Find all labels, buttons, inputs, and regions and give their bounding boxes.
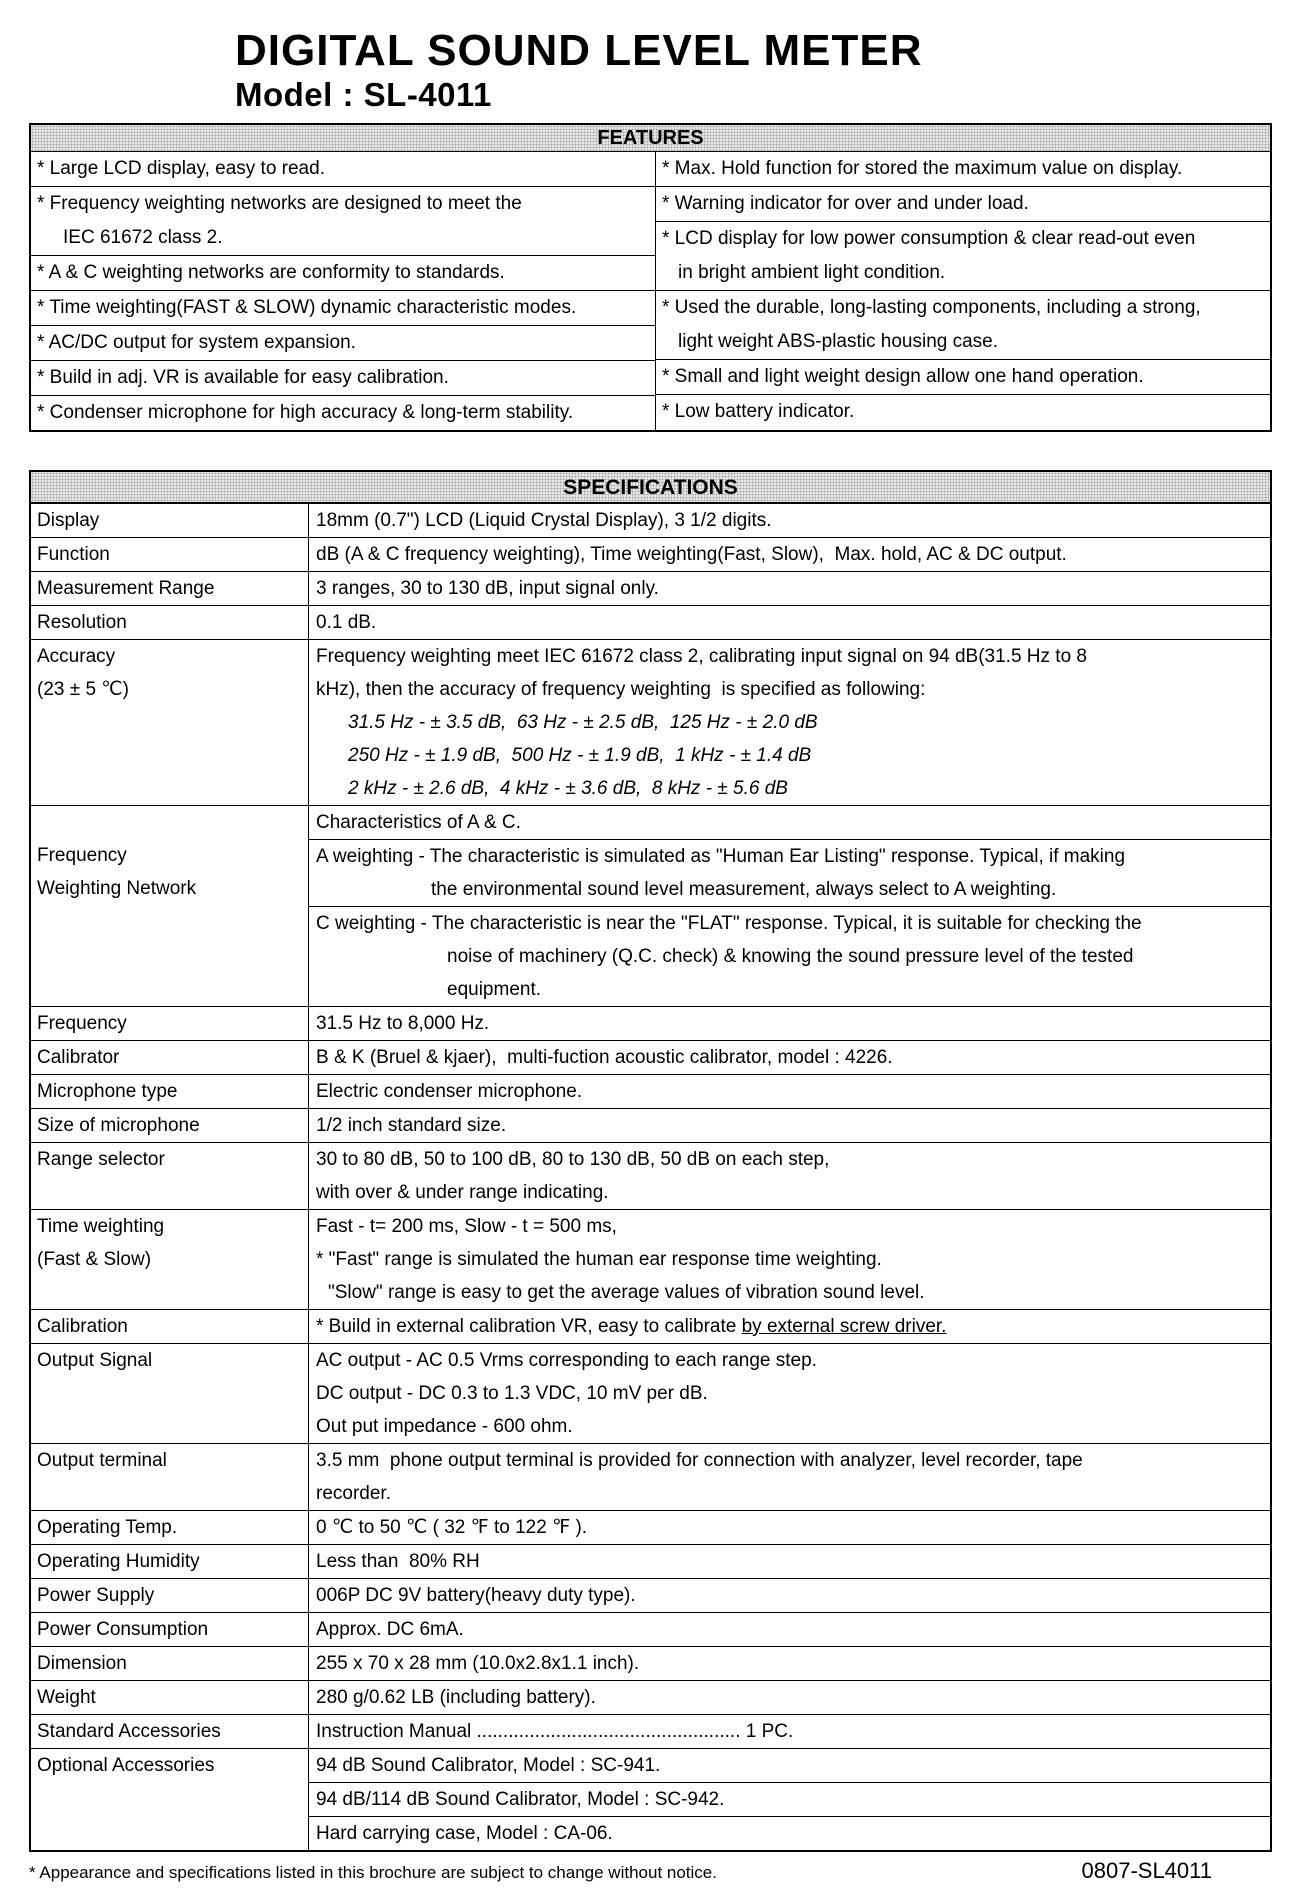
spec-subrow: A weighting - The characteristic is simulated as "Human Ear Listing" response. Typical, if making the environmental sound level measurement, always select to A weighting. <box>309 839 1270 906</box>
spec-label: Operating Humidity <box>31 1545 309 1578</box>
spec-value: Frequency weighting meet IEC 61672 class 2, calibrating input signal on 94 dB(31.5 Hz to 8 kHz), then the accuracy of frequency weighting is specified as following: 31.5 Hz - ± 3.5 dB, 63 Hz - ± 2.5 dB, 125 Hz - ± 2.0 dB 250 Hz - ± 1.9 dB, 500 Hz - ± 1.9 dB, 1 kHz - ± 1.4 dB 2 kHz - ± 2.6 dB, 4 kHz - ± 3.6 dB, 8 kHz - ± 5.6 dB <box>316 645 1088 799</box>
spec-value: Instruction Manual .................................................. 1 PC. <box>316 1720 794 1742</box>
spec-subrow: Characteristics of A & C. <box>316 811 521 833</box>
features-table <box>29 123 1272 432</box>
features-header: FEATURES <box>31 125 1270 152</box>
feature-item <box>31 152 655 186</box>
spec-label: Calibrator <box>31 1041 309 1074</box>
spec-row-power-consumption <box>31 1612 1270 1646</box>
feature-text: * Large LCD display, easy to read. <box>37 157 325 179</box>
spec-row-function <box>31 537 1270 571</box>
spec-label: Power Consumption <box>31 1613 309 1646</box>
spec-row-power-supply <box>31 1578 1270 1612</box>
spec-row-microphone-type <box>31 1074 1270 1108</box>
spec-label: Output Signal <box>31 1344 309 1443</box>
spec-value: 0 ℃ to 50 ℃ ( 32 ℉ to 122 ℉ ). <box>316 1516 588 1538</box>
feature-text: * Max. Hold function for stored the maximum value on display. <box>662 157 1183 179</box>
spec-row-size-of-microphone <box>31 1108 1270 1142</box>
spec-label: Weight <box>31 1681 309 1714</box>
spec-label: Standard Accessories <box>31 1715 309 1748</box>
spec-value <box>309 806 1270 1006</box>
spec-label: Operating Temp. <box>31 1511 309 1544</box>
spec-row-calibration <box>31 1309 1270 1343</box>
calibration-text: * Build in external calibration VR, easy to calibrate <box>316 1315 742 1337</box>
spec-value: 3.5 mm phone output terminal is provided for connection with analyzer, level recorder, tape recorder. <box>316 1449 1083 1504</box>
spec-label: Power Supply <box>31 1579 309 1612</box>
feature-item <box>656 221 1270 290</box>
feature-text: * Small and light weight design allow one hand operation. <box>662 365 1144 387</box>
spec-value: 0.1 dB. <box>316 611 377 633</box>
specifications-table <box>29 470 1272 1852</box>
feature-item <box>31 255 655 290</box>
feature-text: * Used the durable, long-lasting components, including a strong, <box>662 296 1201 318</box>
spec-value: 31.5 Hz to 8,000 Hz. <box>316 1012 490 1034</box>
spec-label: Time weighting (Fast & Slow) <box>31 1210 309 1309</box>
feature-text: IEC 61672 class 2. <box>63 226 223 248</box>
specifications-header: SPECIFICATIONS <box>31 472 1270 503</box>
feature-item <box>656 394 1270 429</box>
spec-subrow: Hard carrying case, Model : CA-06. <box>309 1816 1270 1850</box>
feature-text: * AC/DC output for system expansion. <box>37 331 356 353</box>
spec-value: 006P DC 9V battery(heavy duty type). <box>316 1584 636 1606</box>
spec-row-calibrator <box>31 1040 1270 1074</box>
spec-value: 18mm (0.7") LCD (Liquid Crystal Display), 3 1/2 digits. <box>316 509 772 531</box>
spec-value: 1/2 inch standard size. <box>316 1114 507 1136</box>
spec-subrow: C weighting - The characteristic is near the "FLAT" response. Typical, it is suitable for checking the noise of machinery (Q.C. check) & knowing the sound pressure level of the tested equipment. <box>309 906 1270 1006</box>
spec-subrow: 94 dB/114 dB Sound Calibrator, Model : SC-942. <box>309 1782 1270 1816</box>
spec-row-display <box>31 503 1270 537</box>
page-title: DIGITAL SOUND LEVEL METER <box>235 26 923 75</box>
footer-note: * Appearance and specifications listed in this brochure are subject to change without notice. <box>29 1862 717 1882</box>
feature-text: * Frequency weighting networks are designed to meet the <box>37 192 522 214</box>
feature-item <box>31 290 655 325</box>
spec-label: Accuracy (23 ± 5 ℃) <box>31 640 309 805</box>
features-body <box>31 152 1270 430</box>
spec-label: Frequency Weighting Network <box>31 806 309 1006</box>
feature-item <box>656 290 1270 359</box>
feature-text: * A & C weighting networks are conformity to standards. <box>37 261 505 283</box>
feature-item <box>31 325 655 360</box>
spec-label: Dimension <box>31 1647 309 1680</box>
spec-value: Less than 80% RH <box>316 1550 480 1572</box>
title-block <box>29 26 1272 113</box>
features-right-column <box>656 152 1270 430</box>
spec-value: 255 x 70 x 28 mm (10.0x2.8x1.1 inch). <box>316 1652 640 1674</box>
spec-row-standard-accessories <box>31 1714 1270 1748</box>
page-footer <box>29 1858 1272 1884</box>
feature-item <box>656 359 1270 394</box>
spec-row-resolution <box>31 605 1270 639</box>
feature-text: * LCD display for low power consumption & clear read-out even <box>662 227 1196 249</box>
feature-text: * Time weighting(FAST & SLOW) dynamic characteristic modes. <box>37 296 577 318</box>
spec-row-weight <box>31 1680 1270 1714</box>
features-left-column <box>31 152 656 430</box>
spec-row-dimension <box>31 1646 1270 1680</box>
spec-row-output-terminal <box>31 1443 1270 1510</box>
spec-value <box>309 1749 1270 1850</box>
spec-row-optional-accessories <box>31 1748 1270 1850</box>
spec-value: B & K (Bruel & kjaer), multi-fuction acoustic calibrator, model : 4226. <box>316 1046 893 1068</box>
spec-value: Electric condenser microphone. <box>316 1080 583 1102</box>
spec-value <box>309 1310 1270 1343</box>
spec-row-operating-humidity <box>31 1544 1270 1578</box>
document-code: 0807-SL4011 <box>1081 1857 1212 1883</box>
feature-item <box>31 360 655 395</box>
spec-label: Size of microphone <box>31 1109 309 1142</box>
spec-label: Measurement Range <box>31 572 309 605</box>
feature-text: * Low battery indicator. <box>662 400 855 422</box>
feature-item <box>656 152 1270 186</box>
model-title: Model : SL-4011 <box>235 75 492 113</box>
spec-row-frequency-weighting-network <box>31 805 1270 1006</box>
spec-value: 280 g/0.62 LB (including battery). <box>316 1686 596 1708</box>
spec-label: Microphone type <box>31 1075 309 1108</box>
spec-row-range-selector <box>31 1142 1270 1209</box>
spec-label: Output terminal <box>31 1444 309 1510</box>
spec-value: dB (A & C frequency weighting), Time weighting(Fast, Slow), Max. hold, AC & DC output. <box>316 543 1067 565</box>
spec-row-output-signal <box>31 1343 1270 1443</box>
feature-text: in bright ambient light condition. <box>678 261 946 283</box>
spec-value: AC output - AC 0.5 Vrms corresponding to each range step. DC output - DC 0.3 to 1.3 VDC, 10 mV per dB. Out put impedance - 600 ohm. <box>316 1349 817 1437</box>
spec-label: Function <box>31 538 309 571</box>
spec-row-operating-temp <box>31 1510 1270 1544</box>
feature-text: light weight ABS-plastic housing case. <box>678 330 999 352</box>
spec-row-measurement-range <box>31 571 1270 605</box>
feature-text: * Condenser microphone for high accuracy & long-term stability. <box>37 401 574 423</box>
spec-row-frequency <box>31 1006 1270 1040</box>
feature-item <box>31 395 655 430</box>
feature-item <box>656 186 1270 221</box>
spec-label: Frequency <box>31 1007 309 1040</box>
spec-row-accuracy <box>31 639 1270 805</box>
feature-text: * Build in adj. VR is available for easy calibration. <box>37 366 449 388</box>
spec-label: Display <box>31 504 309 537</box>
spec-label: Resolution <box>31 606 309 639</box>
feature-text: * Warning indicator for over and under load. <box>662 192 1029 214</box>
spec-value: Approx. DC 6mA. <box>316 1618 464 1640</box>
spec-label: Optional Accessories <box>31 1749 309 1850</box>
spec-subrow: 94 dB Sound Calibrator, Model : SC-941. <box>316 1754 661 1776</box>
spec-value: Fast - t= 200 ms, Slow - t = 500 ms, * "Fast" range is simulated the human ear response time weighting. "Slow" range is easy to get the average values of vibration sound level. <box>316 1215 925 1303</box>
spec-label: Range selector <box>31 1143 309 1209</box>
spec-label: Calibration <box>31 1310 309 1343</box>
feature-item <box>31 186 655 255</box>
spec-row-time-weighting <box>31 1209 1270 1309</box>
spec-value: 3 ranges, 30 to 130 dB, input signal only. <box>316 577 659 599</box>
spec-value: 30 to 80 dB, 50 to 100 dB, 80 to 130 dB, 50 dB on each step, with over & under range indicating. <box>316 1148 830 1203</box>
calibration-underlined-text: by external screw driver. <box>741 1315 947 1337</box>
